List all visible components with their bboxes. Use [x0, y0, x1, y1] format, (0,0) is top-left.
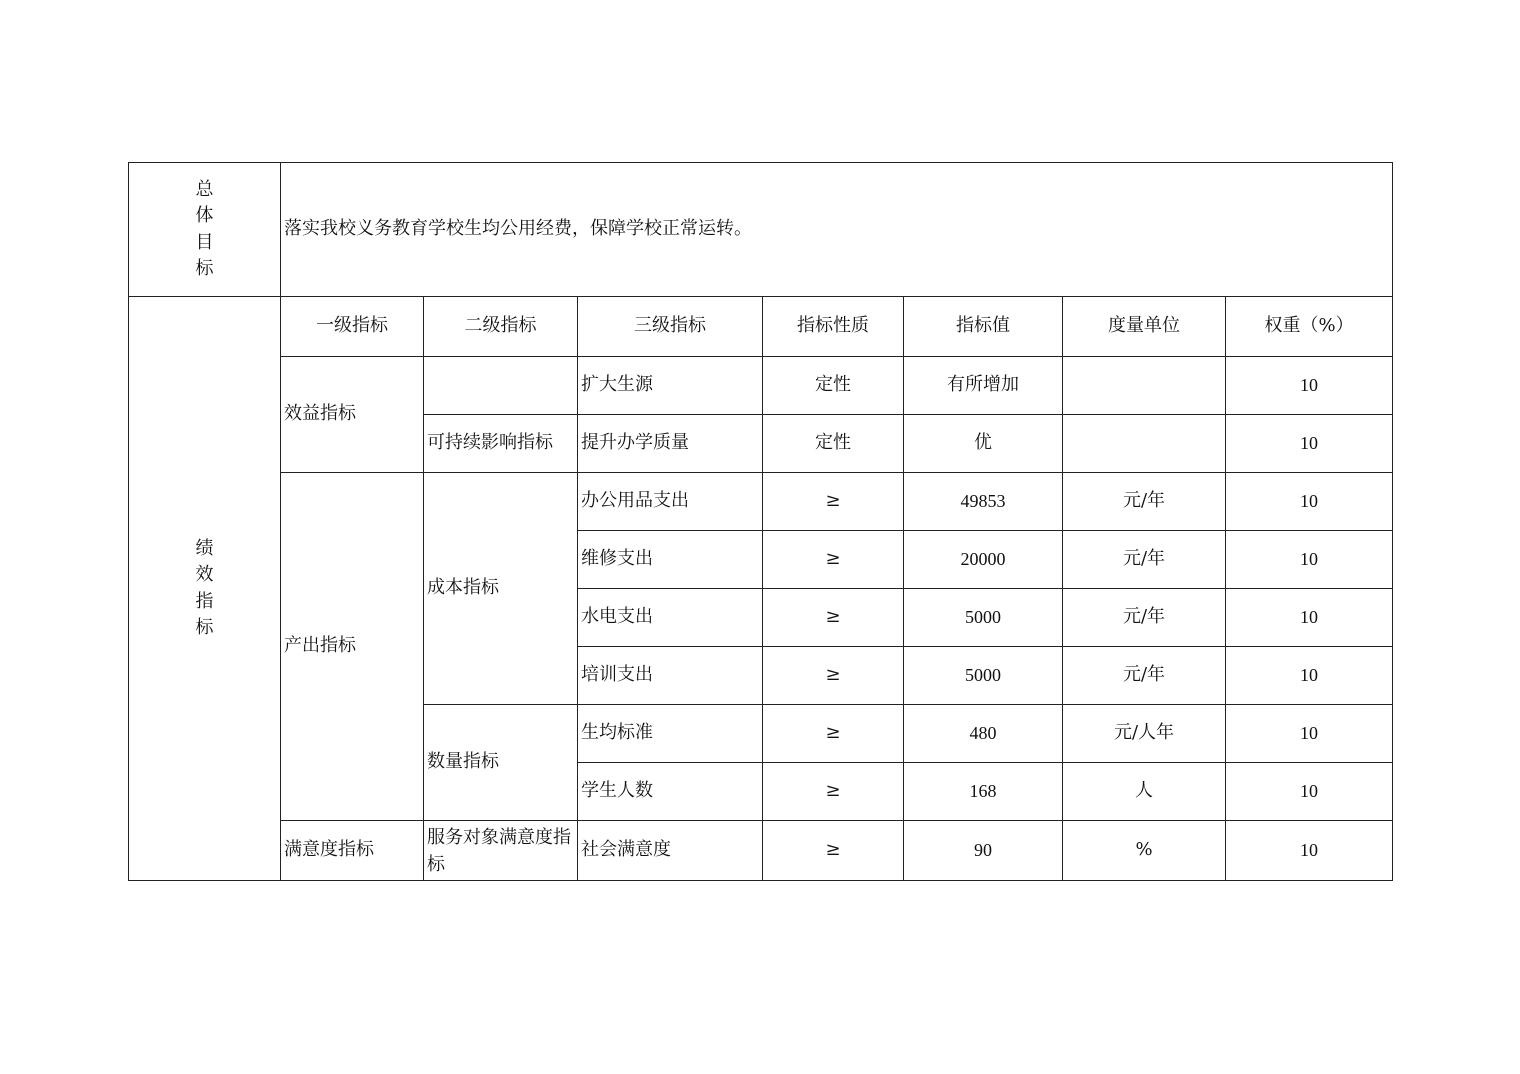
header-unit: 度量单位 — [1063, 297, 1226, 357]
level3-cell: 生均标准 — [578, 705, 763, 763]
nature-cell: ≥ — [763, 531, 904, 589]
level2-empty — [424, 357, 578, 415]
level2-quantity: 数量指标 — [424, 705, 578, 821]
performance-table — [128, 162, 1393, 881]
header-level2: 二级指标 — [424, 297, 578, 357]
weight-cell: 10 — [1226, 763, 1393, 821]
nature-cell: ≥ — [763, 647, 904, 705]
level1-output: 产出指标 — [281, 473, 424, 821]
unit-cell: 元/人年 — [1063, 705, 1226, 763]
goal-row — [129, 163, 1393, 297]
unit-cell — [1063, 357, 1226, 415]
value-cell: 90 — [904, 821, 1063, 881]
header-level1: 一级指标 — [281, 297, 424, 357]
unit-cell: 人 — [1063, 763, 1226, 821]
header-level3: 三级指标 — [578, 297, 763, 357]
weight-cell: 10 — [1226, 589, 1393, 647]
value-cell: 168 — [904, 763, 1063, 821]
table-row — [129, 357, 1393, 415]
nature-cell: ≥ — [763, 589, 904, 647]
level3-cell: 维修支出 — [578, 531, 763, 589]
nature-cell: ≥ — [763, 705, 904, 763]
unit-cell: % — [1063, 821, 1226, 881]
level2-cost: 成本指标 — [424, 473, 578, 705]
header-row — [129, 297, 1393, 357]
nature-cell: ≥ — [763, 821, 904, 881]
indicators-label: 绩 效 指 标 — [129, 297, 281, 881]
nature-cell: 定性 — [763, 357, 904, 415]
level3-cell: 水电支出 — [578, 589, 763, 647]
weight-cell: 10 — [1226, 473, 1393, 531]
level3-cell: 学生人数 — [578, 763, 763, 821]
weight-cell: 10 — [1226, 647, 1393, 705]
level3-cell: 社会满意度 — [578, 821, 763, 881]
goal-text: 落实我校义务教育学校生均公用经费，保障学校正常运转。 — [281, 163, 1393, 297]
goal-label: 总 体 目 标 — [129, 163, 281, 297]
header-weight: 权重（%） — [1226, 297, 1393, 357]
unit-cell: 元/年 — [1063, 647, 1226, 705]
weight-cell: 10 — [1226, 357, 1393, 415]
level1-benefit: 效益指标 — [281, 357, 424, 473]
value-cell: 优 — [904, 415, 1063, 473]
header-value: 指标值 — [904, 297, 1063, 357]
nature-cell: ≥ — [763, 473, 904, 531]
header-nature: 指标性质 — [763, 297, 904, 357]
unit-cell: 元/年 — [1063, 531, 1226, 589]
level1-satisfaction: 满意度指标 — [281, 821, 424, 881]
weight-cell: 10 — [1226, 821, 1393, 881]
level2-sustainable: 可持续影响指标 — [424, 415, 578, 473]
value-cell: 5000 — [904, 589, 1063, 647]
level3-cell: 提升办学质量 — [578, 415, 763, 473]
unit-cell: 元/年 — [1063, 589, 1226, 647]
unit-cell — [1063, 415, 1226, 473]
level3-cell: 培训支出 — [578, 647, 763, 705]
value-cell: 5000 — [904, 647, 1063, 705]
weight-cell: 10 — [1226, 705, 1393, 763]
level2-service-satisfaction: 服务对象满意度指标 — [424, 821, 578, 881]
nature-cell: 定性 — [763, 415, 904, 473]
nature-cell: ≥ — [763, 763, 904, 821]
value-cell: 有所增加 — [904, 357, 1063, 415]
weight-cell: 10 — [1226, 531, 1393, 589]
weight-cell: 10 — [1226, 415, 1393, 473]
value-cell: 20000 — [904, 531, 1063, 589]
level3-cell: 办公用品支出 — [578, 473, 763, 531]
value-cell: 49853 — [904, 473, 1063, 531]
table-row — [129, 473, 1393, 531]
table-row — [129, 821, 1393, 881]
unit-cell: 元/年 — [1063, 473, 1226, 531]
level3-cell: 扩大生源 — [578, 357, 763, 415]
value-cell: 480 — [904, 705, 1063, 763]
